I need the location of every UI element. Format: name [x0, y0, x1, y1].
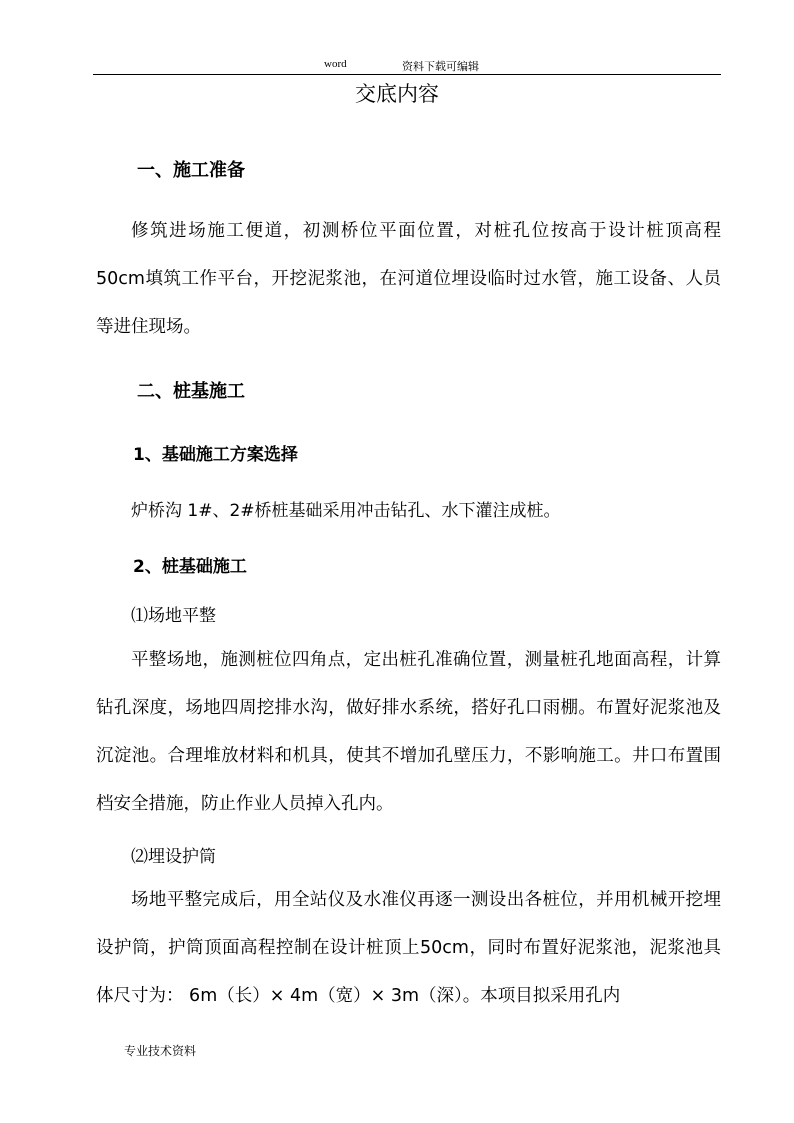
- subheading-scheme-selection: 1、基础施工方案选择: [133, 445, 298, 465]
- paragraph-preparation: 修筑进场施工便道，初测桥位平面位置，对桩孔位按高于设计桩顶高程50cm填筑工作平台，开挖泥浆池，在河道位埋设临时过水管，施工设备、人员等进住现场。: [96, 221, 721, 337]
- page-footer: 专业技术资料: [124, 1044, 197, 1058]
- item-casing-installation: ⑵埋设护筒: [131, 847, 216, 867]
- paragraph-casing-installation: 场地平整完成后，用全站仪及水准仪再逐一测设出各桩位，并用机械开挖埋设护筒，护筒顶面高程控制在设计桩顶上50cm，同时布置好泥浆池，泥浆池具体尺寸为： 6m（长）× 4m（宽）× 3m（深）。本项目拟采用孔内: [96, 890, 721, 1006]
- header-right-text: 资料下载可编辑: [402, 60, 479, 73]
- paragraph-scheme-selection: 炉桥沟 1#、2#桥桩基础采用冲击钻孔、水下灌注成桩。: [131, 501, 561, 521]
- section-heading-preparation: 一、施工准备: [137, 160, 245, 181]
- header-left-text: word: [324, 58, 347, 70]
- document-title: 交底内容: [355, 82, 439, 106]
- subheading-pile-construction: 2、桩基础施工: [133, 557, 247, 577]
- paragraph-site-leveling: 平整场地，施测桩位四角点，定出桩孔准确位置，测量桩孔地面高程，计算钻孔深度，场地四周挖排水沟，做好排水系统，搭好孔口雨棚。布置好泥浆池及沉淀池。合理堆放材料和机具，使其不增加孔壁压力，不影响施工。井口布置围档安全措施，防止作业人员掉入孔内。: [96, 650, 721, 814]
- section-heading-pile-foundation: 二、桩基施工: [137, 381, 245, 402]
- item-site-leveling: ⑴场地平整: [131, 606, 216, 626]
- page-header: [93, 56, 721, 75]
